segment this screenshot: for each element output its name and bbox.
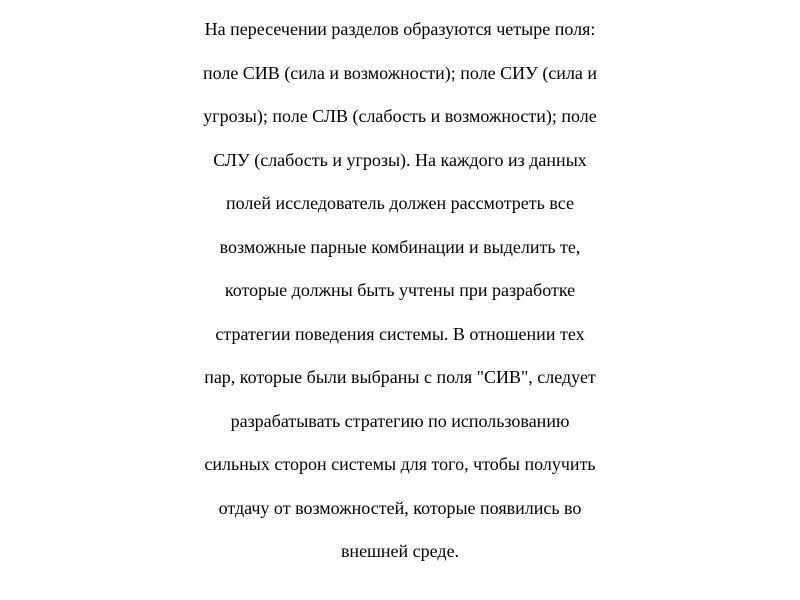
paragraph-line: пар, которые были выбраны с поля "СИВ", следует <box>204 367 596 387</box>
paragraph-line: возможные парные комбинации и выделить те, <box>219 236 581 257</box>
paragraph-line: СЛУ (слабость и угрозы). На каждого из данных <box>213 149 587 170</box>
paragraph-line: стратегии поведения системы. В отношении тех <box>215 323 585 344</box>
paragraph-line: угрозы); поле СЛВ (слабость и возможности); поле <box>203 106 597 126</box>
paragraph-line: отдачу от возможностей, которые появились во <box>218 497 582 518</box>
paragraph-line: которые должны быть учтены при разработке <box>224 280 576 300</box>
paragraph-line: внешней среде. <box>340 541 460 561</box>
paragraph-line: полей исследователь должен рассмотреть все <box>226 193 574 213</box>
body-paragraph <box>0 8 800 574</box>
paragraph-line: разрабатывать стратегию по использованию <box>230 410 570 431</box>
paragraph-line: поле СИВ (сила и возможности); поле СИУ (сила и <box>202 62 598 83</box>
paragraph-line: сильных сторон системы для того, чтобы получить <box>204 454 596 474</box>
paragraph-line: На пересечении разделов образуются четыре поля: <box>204 19 596 39</box>
